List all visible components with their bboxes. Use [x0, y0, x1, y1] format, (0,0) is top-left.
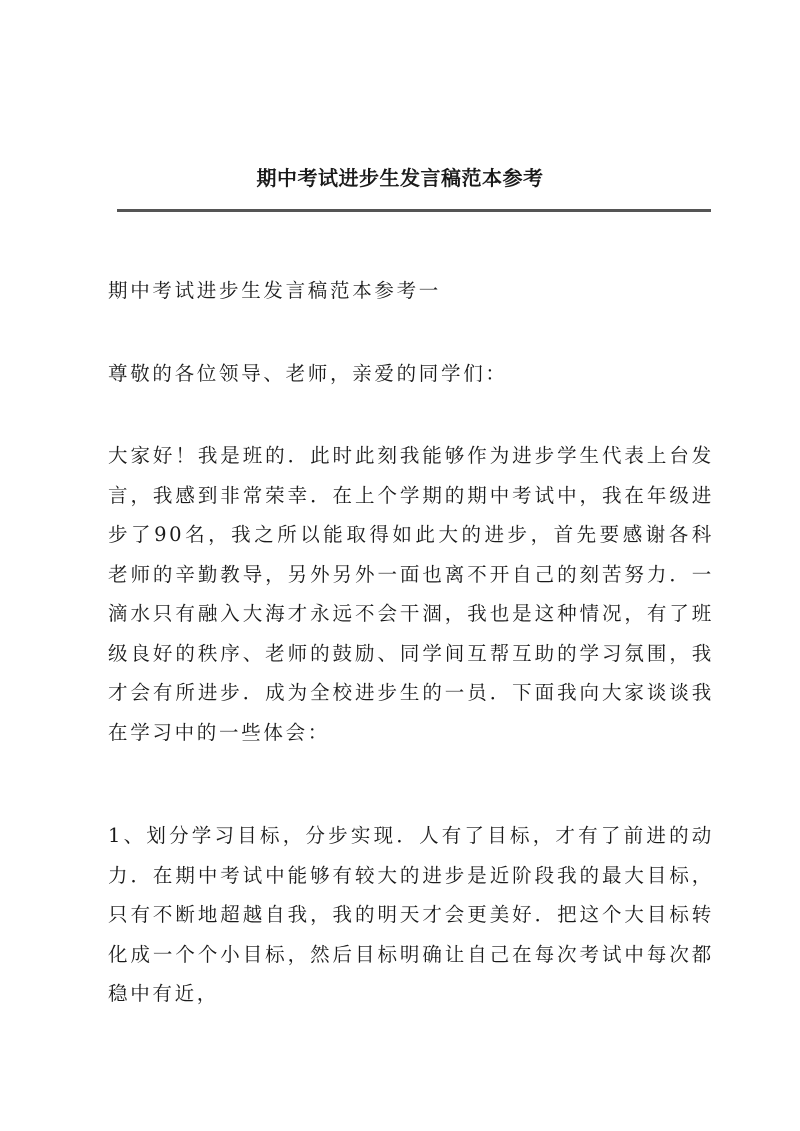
salutation: 尊敬的各位领导、老师，亲爱的同学们：: [108, 362, 508, 385]
title-divider: [117, 209, 711, 212]
section-heading: 期中考试进步生发言稿范本参考一: [108, 279, 442, 302]
paragraph-point-1: 1、划分学习目标，分步实现．人有了目标，才有了前进的动力．在期中考试中能够有较大的进步是近阶段我的最大目标，只有不断地超越自我，我的明天才会更美好．把这个大目标转化成一个个小目标，然后目标明确让自己在每次考试中每次都稳中有近，: [108, 824, 714, 1005]
paragraph-opening: 大家好！我是班的．此时此刻我能够作为进步学生代表上台发言，我感到非常荣幸．在上个学期的期中考试中，我在年级进步了90名，我之所以能取得如此大的进步，首先要感谢各科老师的辛勤教导，另外另外一面也离不开自己的刻苦努力．一滴水只有融入大海才永远不会干涸，我也是这种情况，有了班级良好的秩序、老师的鼓励、同学间互帮互助的学习氛围，我才会有所进步．成为全校进步生的一员．下面我向大家谈谈我在学习中的一些体会：: [108, 444, 714, 744]
document-title: 期中考试进步生发言稿范本参考: [256, 166, 544, 190]
